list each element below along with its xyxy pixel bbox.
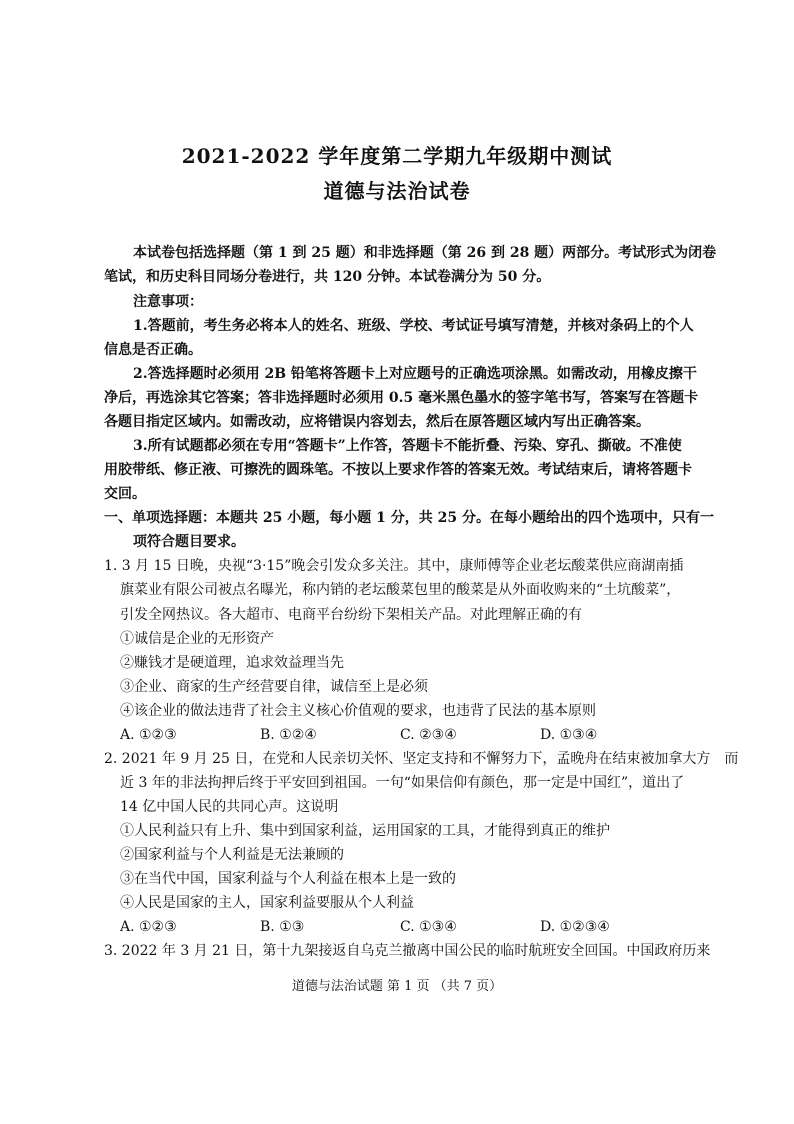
notice-2: 2.答选择题时必须用 2B 铅笔将答题卡上对应题号的正确选项涂黑。如需改动，用橡皮擦干	[133, 366, 697, 382]
notice-3: 交回。	[104, 486, 146, 502]
question-2-statement: ②国家利益与个人利益是无法兼顾的	[120, 847, 344, 863]
notice-3: 用胶带纸、修正液、可擦洗的圆珠笔。不按以上要求作答的答案无效。考试结束后，请将答题卡	[104, 462, 692, 478]
question-2-statement: ①人民利益只有上升、集中到国家利益，运用国家的工具，才能得到真正的维护	[120, 823, 610, 839]
section-heading: 项符合题目要求。	[133, 534, 245, 550]
notice-heading: 注意事项：	[133, 294, 203, 310]
option-b[interactable]: B. ①②④	[260, 727, 317, 743]
question-2-stem: 14 亿中国人民的共同心声。这说明	[120, 799, 339, 815]
intro-line: 笔试，和历史科目同场分卷进行，共 120 分钟。本试卷满分为 50 分。	[104, 269, 551, 285]
question-1-statement: ②赚钱才是硬道理，追求效益理当先	[120, 655, 344, 671]
option-d[interactable]: D. ①③④	[540, 727, 598, 743]
notice-2: 各题目指定区域内。如需改动，应将错误内容划去，然后在原答题区域内写出正确答案。	[104, 414, 650, 430]
question-2-statement: ④人民是国家的主人，国家利益要服从个人利益	[120, 895, 414, 911]
notice-3: 3.所有试题都必须在专用“答题卡”上作答，答题卡不能折叠、污染、穿孔、撕破。不准使	[133, 438, 682, 454]
notice-1: 信息是否正确。	[104, 342, 202, 358]
question-1-statement: ④该企业的做法违背了社会主义核心价值观的要求，也违背了民法的基本原则	[120, 703, 596, 719]
section-heading: 一、单项选择题：本题共 25 小题，每小题 1 分，共 25 分。在每小题给出的四个选项中，只有一	[104, 510, 714, 526]
question-1-statement: ③企业、商家的生产经营要自律，诚信至上是必须	[120, 679, 428, 695]
option-a[interactable]: A. ①②③	[120, 919, 177, 935]
question-2-stem: 2. 2021 年 9 月 25 日，在党和人民亲切关怀、坚定支持和不懈努力下，孟晚舟在结束被加拿大方 而	[104, 751, 739, 767]
notice-2: 净后，再选涂其它答案；答非选择题时必须用 0.5 毫米黑色墨水的签字笔书写，答案写在答题卡	[104, 390, 699, 406]
question-1-stem: 1. 3 月 15 日晚，央视“3·15”晚会引发众多关注。其中，康师傅等企业老坛酸菜供应商湖南插	[104, 558, 684, 574]
question-3-stem: 3. 2022 年 3 月 21 日，第十九架接返自乌克兰撤离中国公民的临时航班安全回国。中国政府历来	[104, 943, 711, 959]
option-a[interactable]: A. ①②③	[120, 727, 177, 743]
notice-1: 1.答题前，考生务必将本人的姓名、班级、学校、考试证号填写清楚，并核对条码上的个人	[133, 318, 694, 334]
question-2-stem: 近 3 年的非法拘押后终于平安回到祖国。一句“如果信仰有颜色，那一定是中国红”，道出了	[120, 775, 685, 791]
question-1-stem: 旗菜业有限公司被点名曝光，称内销的老坛酸菜包里的酸菜是从外面收购来的“土坑酸菜”，	[120, 582, 681, 598]
question-1-stem: 引发全网热议。各大超市、电商平台纷纷下架相关产品。对此理解正确的有	[120, 607, 582, 623]
page-footer: 道德与法治试题 第 1 页 （共 7 页）	[291, 979, 503, 994]
intro-line: 本试卷包括选择题（第 1 到 25 题）和非选择题（第 26 到 28 题）两部分。考试形式为闭卷	[133, 245, 717, 261]
option-b[interactable]: B. ①③	[260, 919, 305, 935]
option-c[interactable]: C. ②③④	[400, 727, 457, 743]
question-2-statement: ③在当代中国，国家利益与个人利益在根本上是一致的	[120, 871, 456, 887]
exam-subtitle: 道德与法治试卷	[323, 179, 471, 203]
exam-title: 2021-2022 学年度第二学期九年级期中测试	[181, 144, 613, 168]
option-c[interactable]: C. ①③④	[400, 919, 457, 935]
option-d[interactable]: D. ①②③④	[540, 919, 610, 935]
question-1-statement: ①诚信是企业的无形资产	[120, 631, 274, 647]
